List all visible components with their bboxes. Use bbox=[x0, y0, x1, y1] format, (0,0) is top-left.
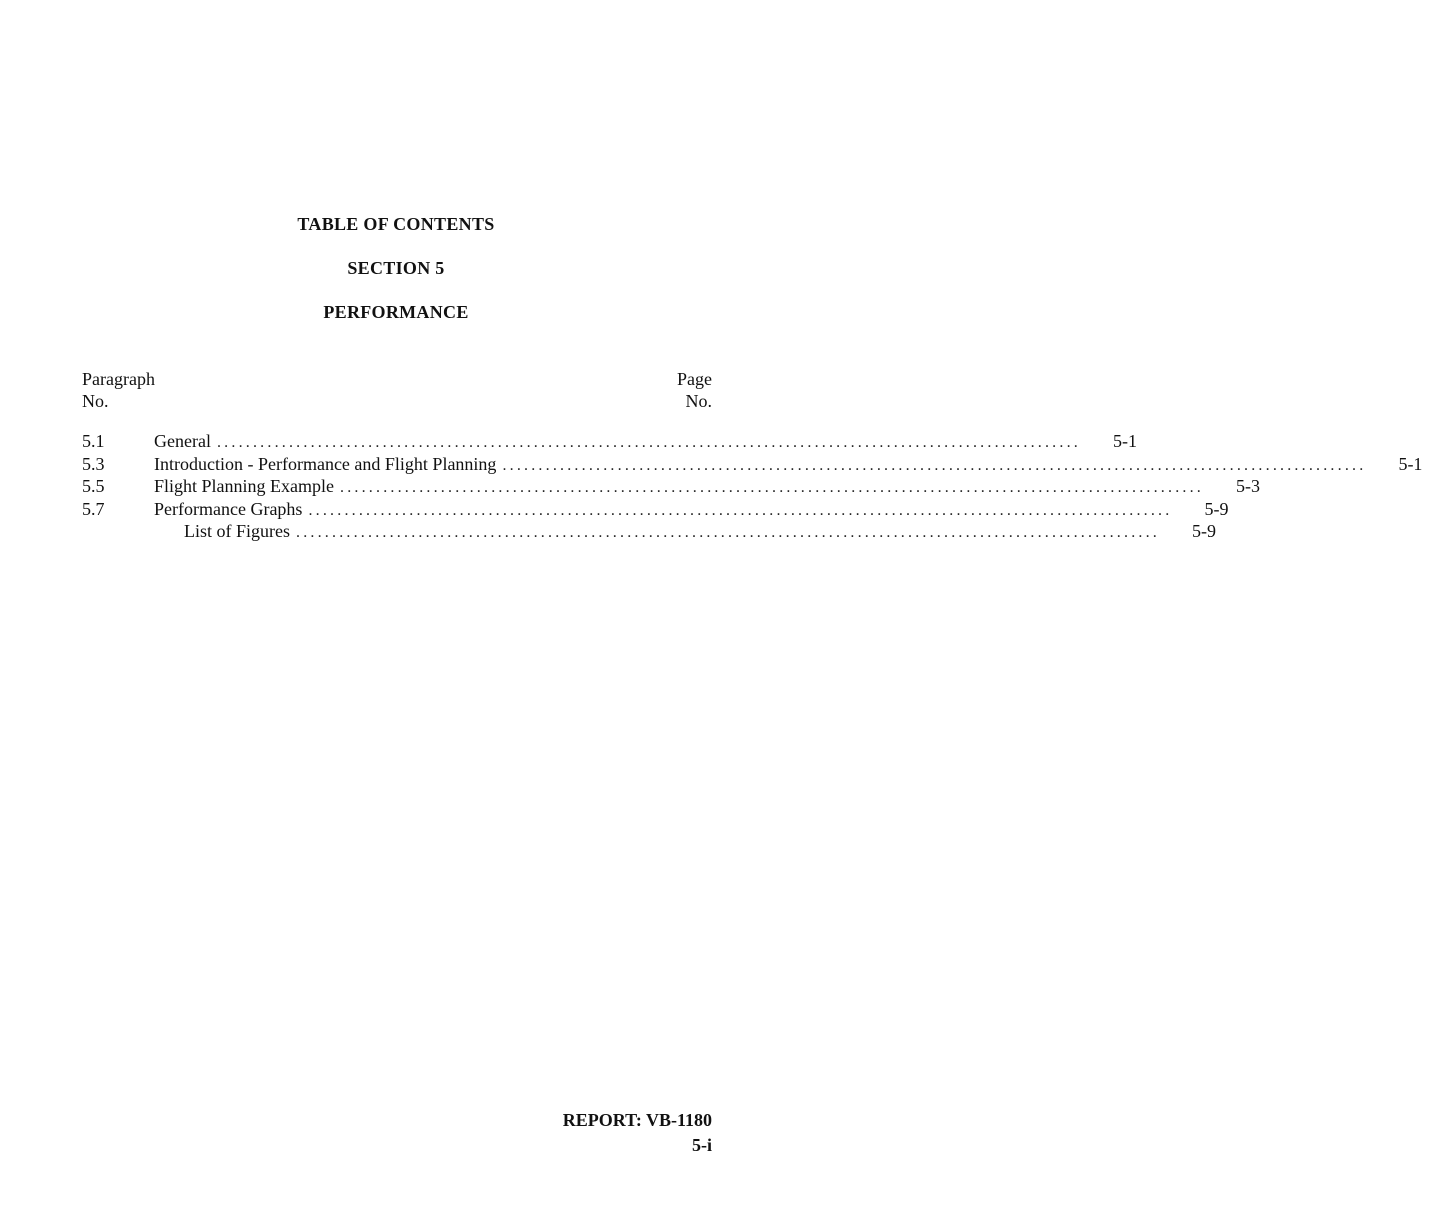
toc-paragraph-number: 5.1 bbox=[82, 431, 105, 451]
toc-paragraph-number: 5.5 bbox=[82, 476, 105, 496]
page-header-line1: Page bbox=[677, 369, 712, 389]
paragraph-no-header bbox=[82, 368, 155, 412]
report-number: REPORT: VB-1180 bbox=[562, 1110, 712, 1130]
toc-leader-dots: ........................................................................................................................ bbox=[216, 434, 1081, 451]
toc-leader-dots: ........................................................................................................................ bbox=[308, 501, 1173, 519]
toc-heading: TABLE OF CONTENTS bbox=[297, 214, 495, 234]
toc-page-number: 5-9 bbox=[1192, 521, 1216, 541]
toc-entry-title: General bbox=[154, 431, 211, 451]
toc-row[interactable] bbox=[82, 521, 1216, 544]
toc-page-number: 5-1 bbox=[1398, 453, 1423, 474]
toc-row[interactable] bbox=[82, 431, 1137, 454]
toc-paragraph-number: 5.7 bbox=[82, 498, 105, 519]
page-header-line2: No. bbox=[685, 391, 712, 411]
section-heading: SECTION 5 bbox=[347, 258, 445, 278]
toc-leader-dots: ........................................................................................................................ bbox=[296, 524, 1160, 541]
toc-entry-title: Performance Graphs bbox=[154, 498, 303, 519]
toc-row[interactable] bbox=[82, 453, 1423, 477]
toc-row[interactable] bbox=[82, 476, 1260, 499]
toc-list bbox=[82, 431, 1423, 544]
toc-paragraph-number: 5.3 bbox=[82, 453, 105, 474]
toc-row[interactable] bbox=[82, 498, 1229, 522]
toc-entry-title: List of Figures bbox=[184, 521, 290, 541]
toc-page-number: 5-9 bbox=[1204, 498, 1229, 519]
toc-page-number: 5-3 bbox=[1236, 476, 1260, 496]
toc-page-number: 5-1 bbox=[1112, 431, 1137, 451]
page-number: 5-i bbox=[692, 1135, 712, 1155]
paragraph-header-line2: No. bbox=[82, 391, 109, 411]
page-no-header bbox=[677, 368, 712, 412]
section-title: PERFORMANCE bbox=[323, 302, 469, 322]
toc-entry-title: Flight Planning Example bbox=[154, 476, 334, 496]
paragraph-header-line1: Paragraph bbox=[82, 369, 155, 389]
toc-leader-dots: ........................................................................................................................ bbox=[502, 456, 1367, 474]
toc-leader-dots: ........................................................................................................................ bbox=[340, 479, 1204, 496]
toc-entry-title: Introduction - Performance and Flight Planning bbox=[154, 453, 497, 474]
